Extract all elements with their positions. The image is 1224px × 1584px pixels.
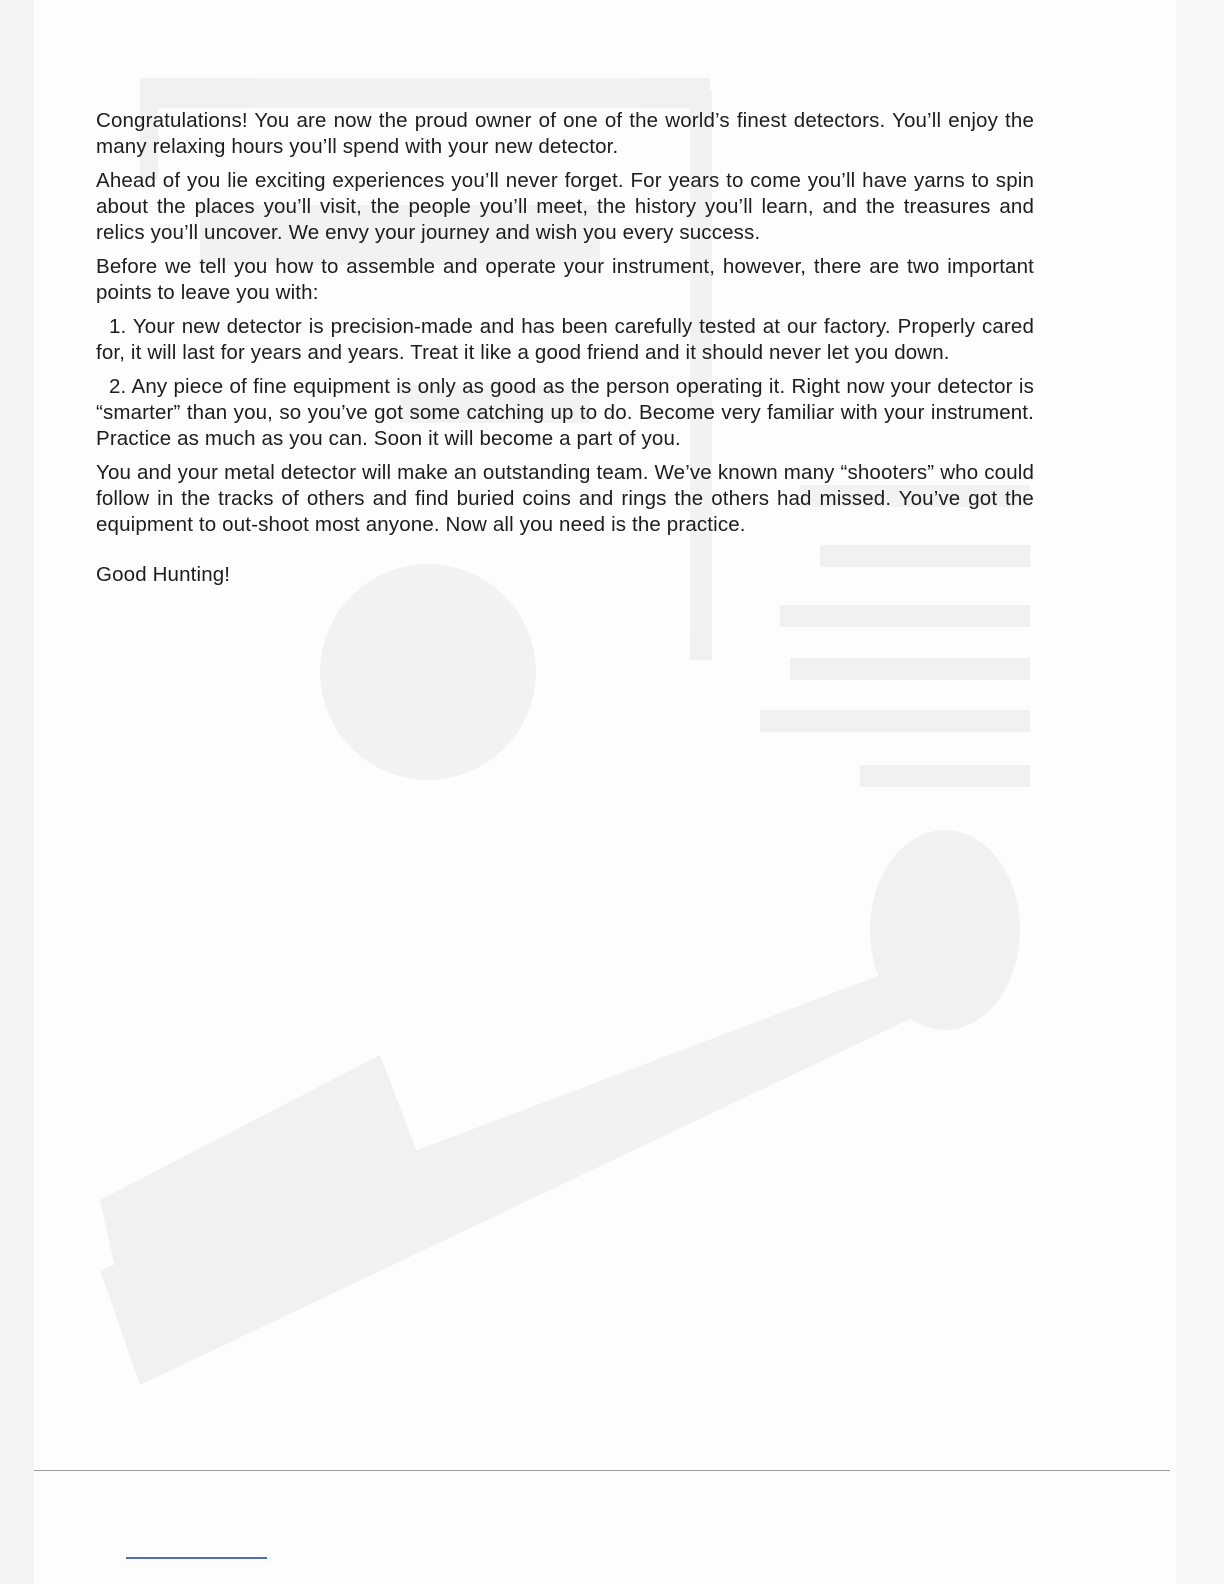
footnote-rule [126,1557,267,1559]
paragraph-point-1: 1. Your new detector is precision-made and has been carefully tested at our factory. Properly cared for, it will last for years and years. Treat it like a good friend and it should never let you down. [96,315,1034,364]
paragraph-point-2: 2. Any piece of fine equipment is only as good as the person operating it. Right now your detector is “smarter” than you, so you’ve got some catching up to do. Become very familiar with your instrument. Practice as much as you can. Soon it will become a part of you. [96,375,1034,450]
bleed-list-4 [790,658,1030,680]
signoff: Good Hunting! [96,563,231,586]
paragraph-ahead: Ahead of you lie exciting experiences you’ll never forget. For years to come you’ll have yarns to spin about the places you’ll visit, the people you’ll meet, the history you’ll learn, and the treasures and relics you’ll uncover. We envy your journey and wish you every success. [96,169,1034,244]
paragraph-congratulations: Congratulations! You are now the proud owner of one of the world’s finest detectors. You’ll enjoy the many relaxing hours you’ll spend with your new detector. [96,109,1034,158]
paragraph-before: Before we tell you how to assemble and operate your instrument, however, there are two important points to leave you with: [96,255,1034,304]
bleed-list-3 [780,605,1030,627]
bleed-seal [320,564,536,780]
bleed-header-band [140,78,710,108]
paragraph-team: You and your metal detector will make an outstanding team. We’ve known many “shooters” who could follow in the tracks of others and find buried coins and rings the others had missed. You’ve got the equipment to out-shoot most anyone. Now all you need is the practice. [96,461,1034,536]
page-fold-line [34,1470,1170,1471]
letter-body [96,108,1034,596]
bleed-list-5 [760,710,1030,732]
bleed-list-6 [860,765,1030,787]
